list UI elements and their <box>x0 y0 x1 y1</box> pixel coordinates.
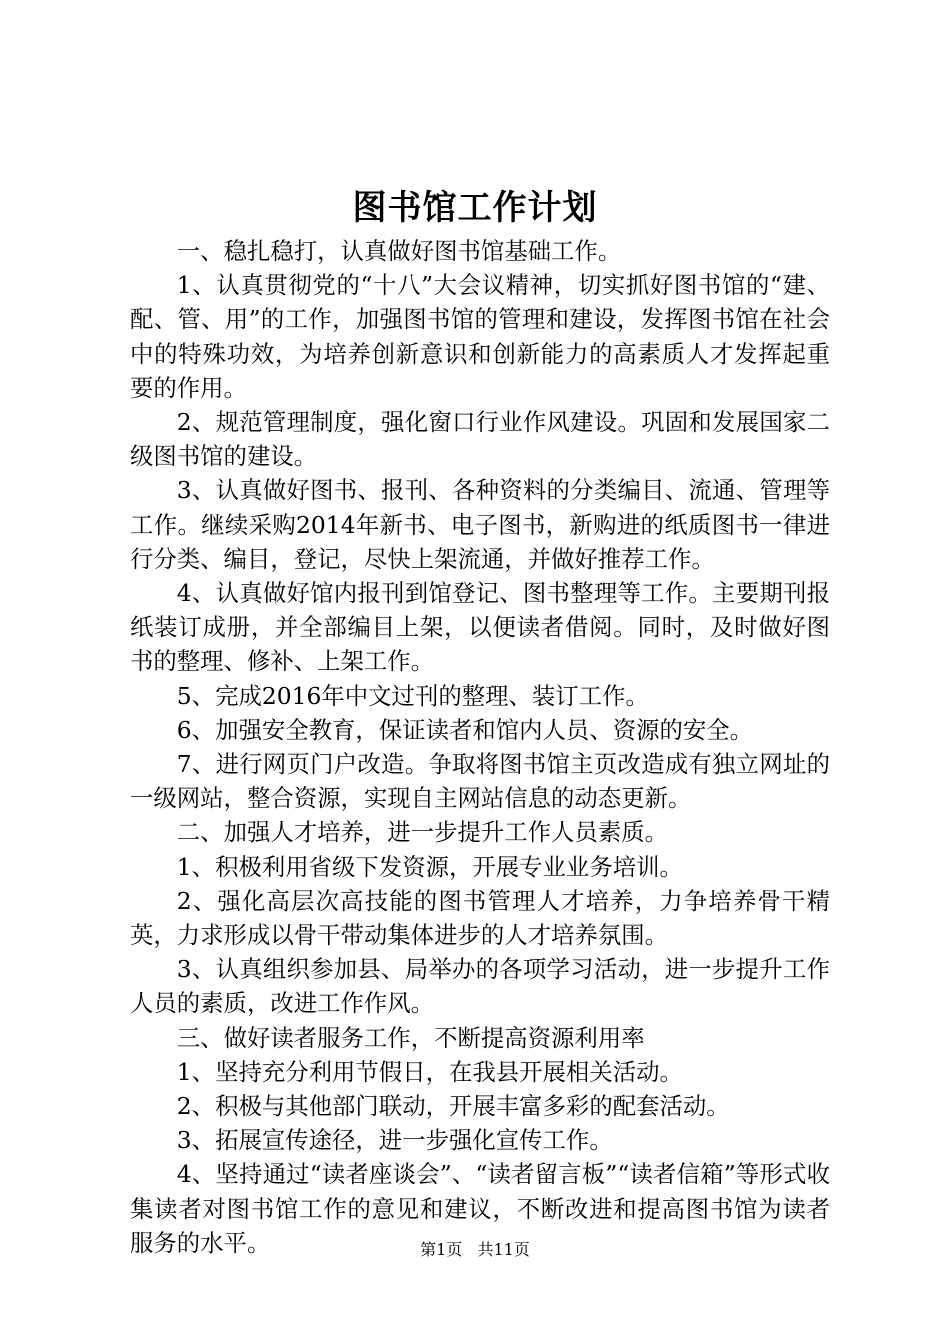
paragraph: 7、进行网页门户改造。争取将图书馆主页改造成有独立网址的一级网站，整合资源，实现自主网站信息的动态更新。 <box>130 750 830 813</box>
document-body <box>130 234 830 1260</box>
page-number: 第1页 <box>420 1240 463 1259</box>
paragraph: 2、规范管理制度，强化窗口行业作风建设。巩固和发展国家二级图书馆的建设。 <box>130 408 830 471</box>
page-total: 共11页 <box>477 1240 530 1259</box>
paragraph: 2、强化高层次高技能的图书管理人才培养，力争培养骨干精英，力求形成以骨干带动集体进步的人才培养氛围。 <box>130 886 830 950</box>
paragraph: 5、完成2016年中文过刊的整理、装订工作。 <box>176 681 649 710</box>
paragraph: 4、认真做好馆内报刊到馆登记、图书整理等工作。主要期刊报纸装订成册，并全部编目上架，以便读者借阅。同时，及时做好图书的整理、修补、上架工作。 <box>130 579 830 676</box>
page-footer <box>0 1238 950 1262</box>
paragraph: 1、积极利用省级下发资源，开展专业业务培训。 <box>176 852 683 881</box>
section-heading-3: 三、做好读者服务工作，不断提高资源利用率 <box>176 1023 645 1052</box>
paragraph: 3、认真组织参加县、局举办的各项学习活动，进一步提升工作人员的素质，改进工作作风。 <box>130 955 830 1018</box>
section-heading-2: 二、加强人才培养，进一步提升工作人员素质。 <box>176 818 668 847</box>
paragraph: 3、认真做好图书、报刊、各种资料的分类编目、流通、管理等工作。继续采购2014年新书、电子图书，新购进的纸质图书一律进行分类、编目，登记，尽快上架流通，并做好推荐工作。 <box>130 476 830 573</box>
section-heading-1: 一、稳扎稳打，认真做好图书馆基础工作。 <box>176 237 622 265</box>
paragraph: 6、加强安全教育，保证读者和馆内人员、资源的安全。 <box>176 715 754 744</box>
paragraph: 2、积极与其他部门联动，开展丰富多彩的配套活动。 <box>176 1092 730 1121</box>
document-title: 图书馆工作计划 <box>352 188 598 228</box>
paragraph: 1、坚持充分利用节假日，在我县开展相关活动。 <box>176 1057 683 1086</box>
paragraph: 3、拓展宣传途径，进一步强化宣传工作。 <box>176 1126 613 1155</box>
paragraph: 4、坚持通过“读者座谈会”、“读者留言板”“读者信箱”等形式收集读者对图书馆工作的意见和建议，不断改进和提高图书馆为读者服务的水平。 <box>130 1160 830 1257</box>
paragraph: 1、认真贯彻党的“十八”大会议精神，切实抓好图书馆的“建、配、管、用”的工作，加强图书馆的管理和建设，发挥图书馆在社会中的特殊功效，为培养创新意识和创新能力的高素质人才发挥起重要的作用。 <box>130 271 830 402</box>
